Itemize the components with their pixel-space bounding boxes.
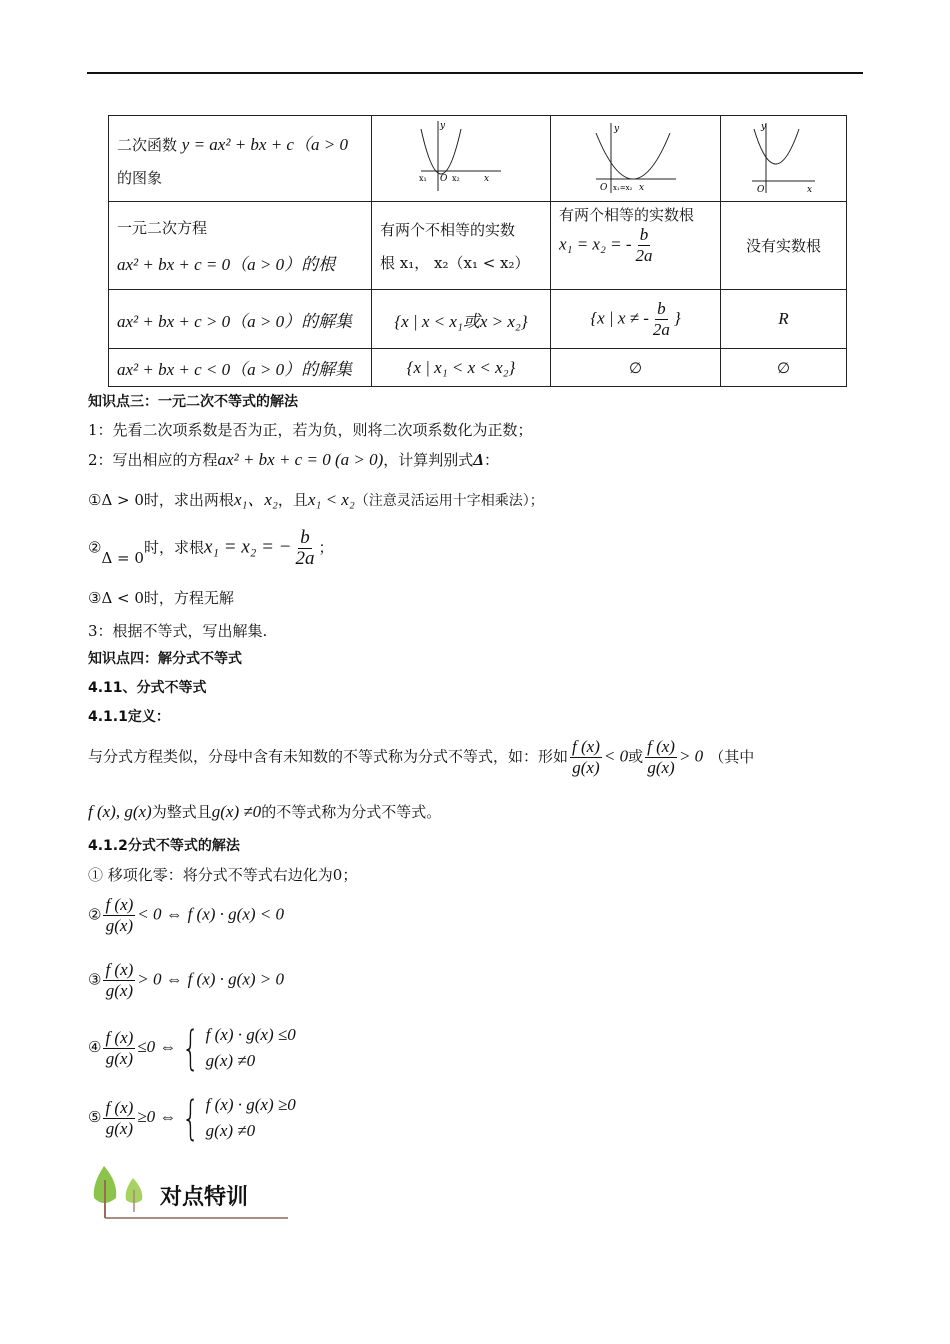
- denominator: g(x): [572, 758, 600, 777]
- step-text: 3：根据不等式，写出解集.: [88, 622, 268, 640]
- math: < 0 ⇔: [137, 904, 183, 924]
- step-text: 1：先看二次项系数是否为正，若为负，则将二次项系数化为正数；: [88, 421, 533, 439]
- cell-math: {x | x ≠ -: [590, 308, 649, 327]
- math: ax² + bx + c = 0 (a > 0): [217, 450, 384, 469]
- fraction: [103, 1098, 135, 1139]
- axis-label: x₂: [452, 173, 460, 183]
- label-math: ax² + bx + c = 0（a > 0）的根: [117, 254, 336, 274]
- text: 时，求根: [143, 538, 204, 557]
- table-row: [109, 349, 847, 387]
- label-text: 的图象: [117, 168, 163, 187]
- numerator: f (x): [105, 960, 134, 979]
- math: < 0: [603, 746, 629, 766]
- label-text: 一元二次方程: [117, 218, 208, 237]
- text: ，计算判别式: [383, 451, 474, 469]
- parabola-one-root-icon: [591, 119, 681, 195]
- math: Δ = 0: [101, 548, 144, 567]
- fraction: [103, 1028, 135, 1069]
- cell-text: 根 x₁， x₂（x₁ < x₂）: [380, 253, 530, 272]
- text: ⑤: [88, 1108, 102, 1126]
- numerator: b: [639, 225, 649, 244]
- numerator: f (x): [105, 1097, 134, 1117]
- cell: [551, 290, 721, 349]
- axis-label: x: [484, 173, 490, 184]
- piecewise: [176, 1092, 295, 1144]
- axis-label: O: [440, 173, 448, 184]
- math: f (x) · g(x) < 0: [187, 904, 284, 924]
- cell: [372, 202, 551, 290]
- text: 或: [628, 747, 644, 766]
- axis-label: x: [806, 184, 812, 195]
- math: > 0: [678, 746, 704, 766]
- text: ④: [88, 1038, 102, 1056]
- cell-text: ∅: [721, 349, 847, 387]
- math: f (x) · g(x) ≤0: [205, 1025, 296, 1044]
- denominator: g(x): [647, 758, 675, 777]
- axis-label: y: [760, 121, 766, 132]
- text: ②: [88, 538, 102, 557]
- parabola-no-root-icon: [749, 119, 819, 195]
- fraction: [103, 895, 135, 936]
- graph-two-roots: [372, 116, 551, 202]
- table-row: [109, 202, 847, 290]
- method-item: [88, 1022, 296, 1074]
- axis-label: O: [756, 184, 764, 195]
- math: x₁、x₂: [233, 490, 278, 509]
- table-row: [109, 290, 847, 349]
- text: ：: [483, 451, 499, 469]
- text: ，且: [277, 491, 308, 509]
- denominator: 2a: [635, 246, 653, 265]
- subheading: 4.11、分式不等式: [88, 680, 207, 696]
- cell-text: 有两个不相等的实数: [380, 220, 516, 239]
- row-label: ax² + bx + c < 0（a > 0）的解集: [109, 349, 372, 387]
- axis-label: x: [638, 182, 644, 193]
- text: ②: [88, 905, 102, 924]
- math: ≤0 ⇔: [137, 1037, 177, 1056]
- graph-no-root: [721, 116, 847, 202]
- text: （其中: [709, 747, 755, 766]
- method-item: [88, 895, 284, 936]
- math: f (x), g(x): [88, 802, 152, 821]
- parabola-two-roots-icon: [416, 119, 506, 195]
- fraction: [645, 737, 677, 778]
- axis-label: y: [440, 120, 446, 131]
- subheading: 4.1.1定义：: [88, 709, 170, 725]
- axis-label: x₁=x₂: [612, 183, 632, 192]
- math: > 0 ⇔: [137, 969, 183, 989]
- math: Δ: [473, 450, 484, 469]
- method-item: [88, 960, 284, 1001]
- fraction: [103, 960, 135, 1001]
- piecewise: [176, 1022, 295, 1074]
- text: ③: [88, 970, 102, 989]
- text: 为整式且: [151, 803, 212, 821]
- definition-text: [88, 802, 441, 822]
- math: ≥0 ⇔: [137, 1107, 177, 1126]
- cell-math: {x | x < x₁或x > x₂}: [372, 290, 551, 349]
- cell: [551, 202, 721, 290]
- case-text: [88, 528, 334, 569]
- numerator: f (x): [105, 895, 134, 914]
- text: ①Δ > 0时，求出两根: [88, 491, 234, 509]
- case-text: ③Δ < 0时，方程无解: [88, 589, 234, 607]
- numerator: f (x): [647, 737, 675, 756]
- table-row: [109, 116, 847, 202]
- math: g(x) ≠0: [205, 1121, 256, 1140]
- fraction: [634, 225, 655, 266]
- fraction: [294, 528, 317, 569]
- denominator: 2a: [295, 548, 315, 569]
- cell-math: x₁ = x₂ = -: [559, 234, 632, 254]
- case-text: [88, 490, 544, 511]
- numerator: b: [657, 298, 666, 318]
- cell-text: 没有实数根: [721, 202, 847, 290]
- label-text: 二次函数: [117, 135, 182, 154]
- subheading: 4.1.2分式不等式的解法: [88, 838, 240, 854]
- header-rule: [87, 72, 863, 74]
- numerator: f (x): [105, 1027, 134, 1047]
- method-item: [88, 1092, 296, 1144]
- math: f (x) · g(x) ≥0: [205, 1095, 296, 1114]
- denominator: 2a: [652, 319, 670, 339]
- cell-text: ∅: [551, 349, 721, 387]
- axis-label: O: [599, 182, 607, 193]
- cell-text: 有两个相等的实数根: [559, 206, 695, 224]
- text: ；: [318, 538, 334, 557]
- label-math: y = ax² + bx + c（a > 0: [181, 134, 348, 154]
- section-heading: 知识点三：一元二次不等式的解法: [88, 394, 298, 410]
- math: g(x) ≠0: [205, 1051, 256, 1070]
- definition-text: [88, 737, 754, 778]
- denominator: g(x): [105, 916, 134, 935]
- math: x₁ = x₂ = −: [203, 536, 292, 558]
- text: 2：写出相应的方程: [88, 451, 218, 469]
- cell-math: }: [673, 308, 681, 327]
- text: （注意灵活运用十字相乘法）；: [354, 493, 544, 509]
- denominator: g(x): [105, 1118, 134, 1138]
- banner-title: 对点特训: [160, 1185, 249, 1210]
- step-text: [88, 450, 499, 470]
- denominator: g(x): [105, 981, 134, 1000]
- fraction: [570, 737, 602, 778]
- method-text: ① 移项化零：将分式不等式右边化为0；: [88, 866, 358, 884]
- cell-math: R: [721, 290, 847, 349]
- cell-math: {x | x₁ < x < x₂}: [372, 349, 551, 387]
- row-label: ax² + bx + c > 0（a > 0）的解集: [109, 290, 372, 349]
- brace: {: [182, 1091, 200, 1145]
- denominator: g(x): [105, 1048, 134, 1068]
- numerator: f (x): [572, 737, 600, 756]
- axis-label: x₁: [419, 173, 427, 183]
- section-heading: 知识点四：解分式不等式: [88, 651, 242, 667]
- numerator: b: [300, 527, 310, 548]
- brace: {: [182, 1021, 200, 1075]
- quadratic-table: [108, 115, 847, 387]
- math: f (x) · g(x) > 0: [187, 969, 284, 989]
- math: g(x) ≠0: [211, 802, 262, 821]
- row-label: [109, 202, 372, 290]
- row-label: [109, 116, 372, 202]
- graph-one-root: [551, 116, 721, 202]
- fraction: [651, 299, 672, 340]
- math: x₁ < x₂: [307, 490, 355, 509]
- axis-label: y: [613, 123, 619, 134]
- text: 的不等式称为分式不等式。: [261, 803, 442, 821]
- text: 与分式方程类似，分母中含有未知数的不等式称为分式不等式，如：形如: [88, 747, 569, 766]
